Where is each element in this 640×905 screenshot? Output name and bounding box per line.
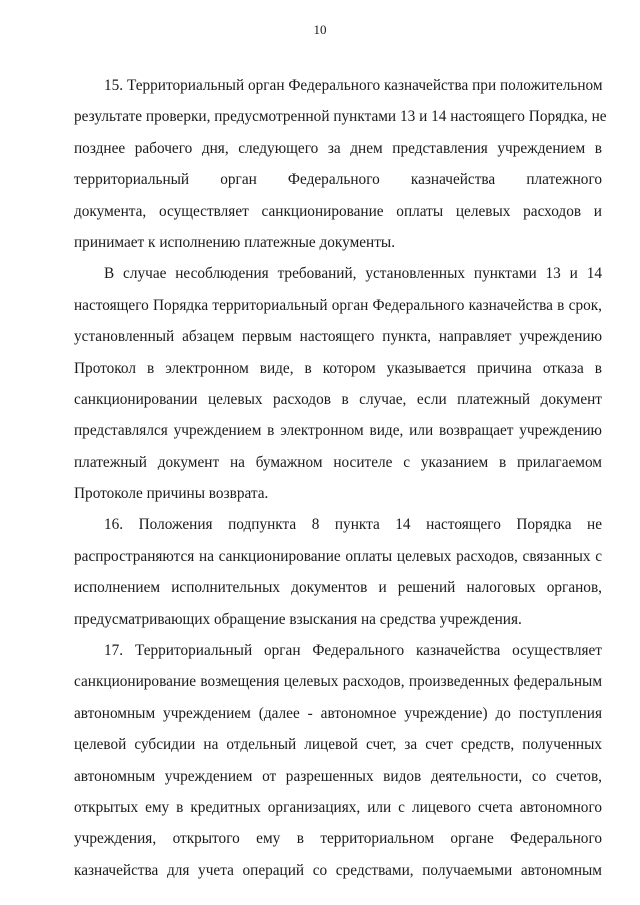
text-line: учреждения, открытого ему в территориальном органе Федерального — [74, 830, 602, 848]
text-line: автономным учреждением (далее - автономное учреждение) до поступления — [74, 704, 602, 722]
text-line: настоящего Порядка территориальный орган Федерального казначейства в срок, — [74, 296, 602, 314]
text-line: предусматривающих обращение взыскания на средства учреждения. — [74, 610, 522, 628]
text-line: санкционировании целевых расходов в случае, если платежный документ — [74, 390, 602, 408]
paragraph-17 — [74, 635, 602, 886]
text-line: исполнением исполнительных документов и решений налоговых органов, — [74, 579, 602, 597]
text-line: документа, осуществляет санкционирование оплаты целевых расходов и — [74, 202, 602, 220]
paragraph-15 — [74, 70, 607, 258]
text-line: казначейства для учета операций со средствами, получаемыми автономным — [74, 861, 602, 879]
page-number: 10 — [313, 22, 327, 37]
paragraph-15-refusal — [74, 258, 602, 509]
text-line: принимает к исполнению платежные документы. — [74, 233, 396, 251]
text-line: открытых ему в кредитных организациях, или с лицевого счета автономного — [74, 798, 602, 816]
text-line: 16. Положения подпункта 8 пункта 14 настоящего Порядка не — [104, 516, 602, 534]
text-line: санкционирование возмещения целевых расходов, произведенных федеральным — [74, 673, 602, 691]
text-line: Протокол в электронном виде, в котором указывается причина отказа в — [74, 359, 602, 377]
text-line: 17. Территориальный орган Федерального казначейства осуществляет — [104, 642, 602, 660]
text-line: установленный абзацем первым настоящего пункта, направляет учреждению — [74, 328, 602, 346]
paragraph-16 — [74, 509, 602, 635]
text-line: 15. Территориальный орган Федерального казначейства при положительном — [104, 77, 603, 94]
text-line: платежный документ на бумажном носителе с указанием в прилагаемом — [74, 453, 602, 471]
text-line: целевой субсидии на отдельный лицевой счет, за счет средств, полученных — [74, 736, 602, 754]
text-line: Протоколе причины возврата. — [74, 485, 269, 503]
text-line: позднее рабочего дня, следующего за днем представления учреждением в — [74, 139, 602, 157]
text-line: автономным учреждением от разрешенных видов деятельности, со счетов, — [74, 767, 602, 785]
text-line: В случае несоблюдения требований, установленных пунктами 13 и 14 — [104, 265, 602, 283]
text-line: результате проверки, предусмотренной пунктами 13 и 14 настоящего Порядка, не — [74, 108, 607, 126]
text-line: распространяются на санкционирование оплаты целевых расходов, связанных с — [74, 547, 602, 565]
text-line: представлялся учреждением в электронном виде, или возвращает учреждению — [74, 422, 602, 440]
document-body — [74, 70, 607, 886]
text-line: территориальный орган Федерального казначейства платежного — [74, 171, 602, 189]
